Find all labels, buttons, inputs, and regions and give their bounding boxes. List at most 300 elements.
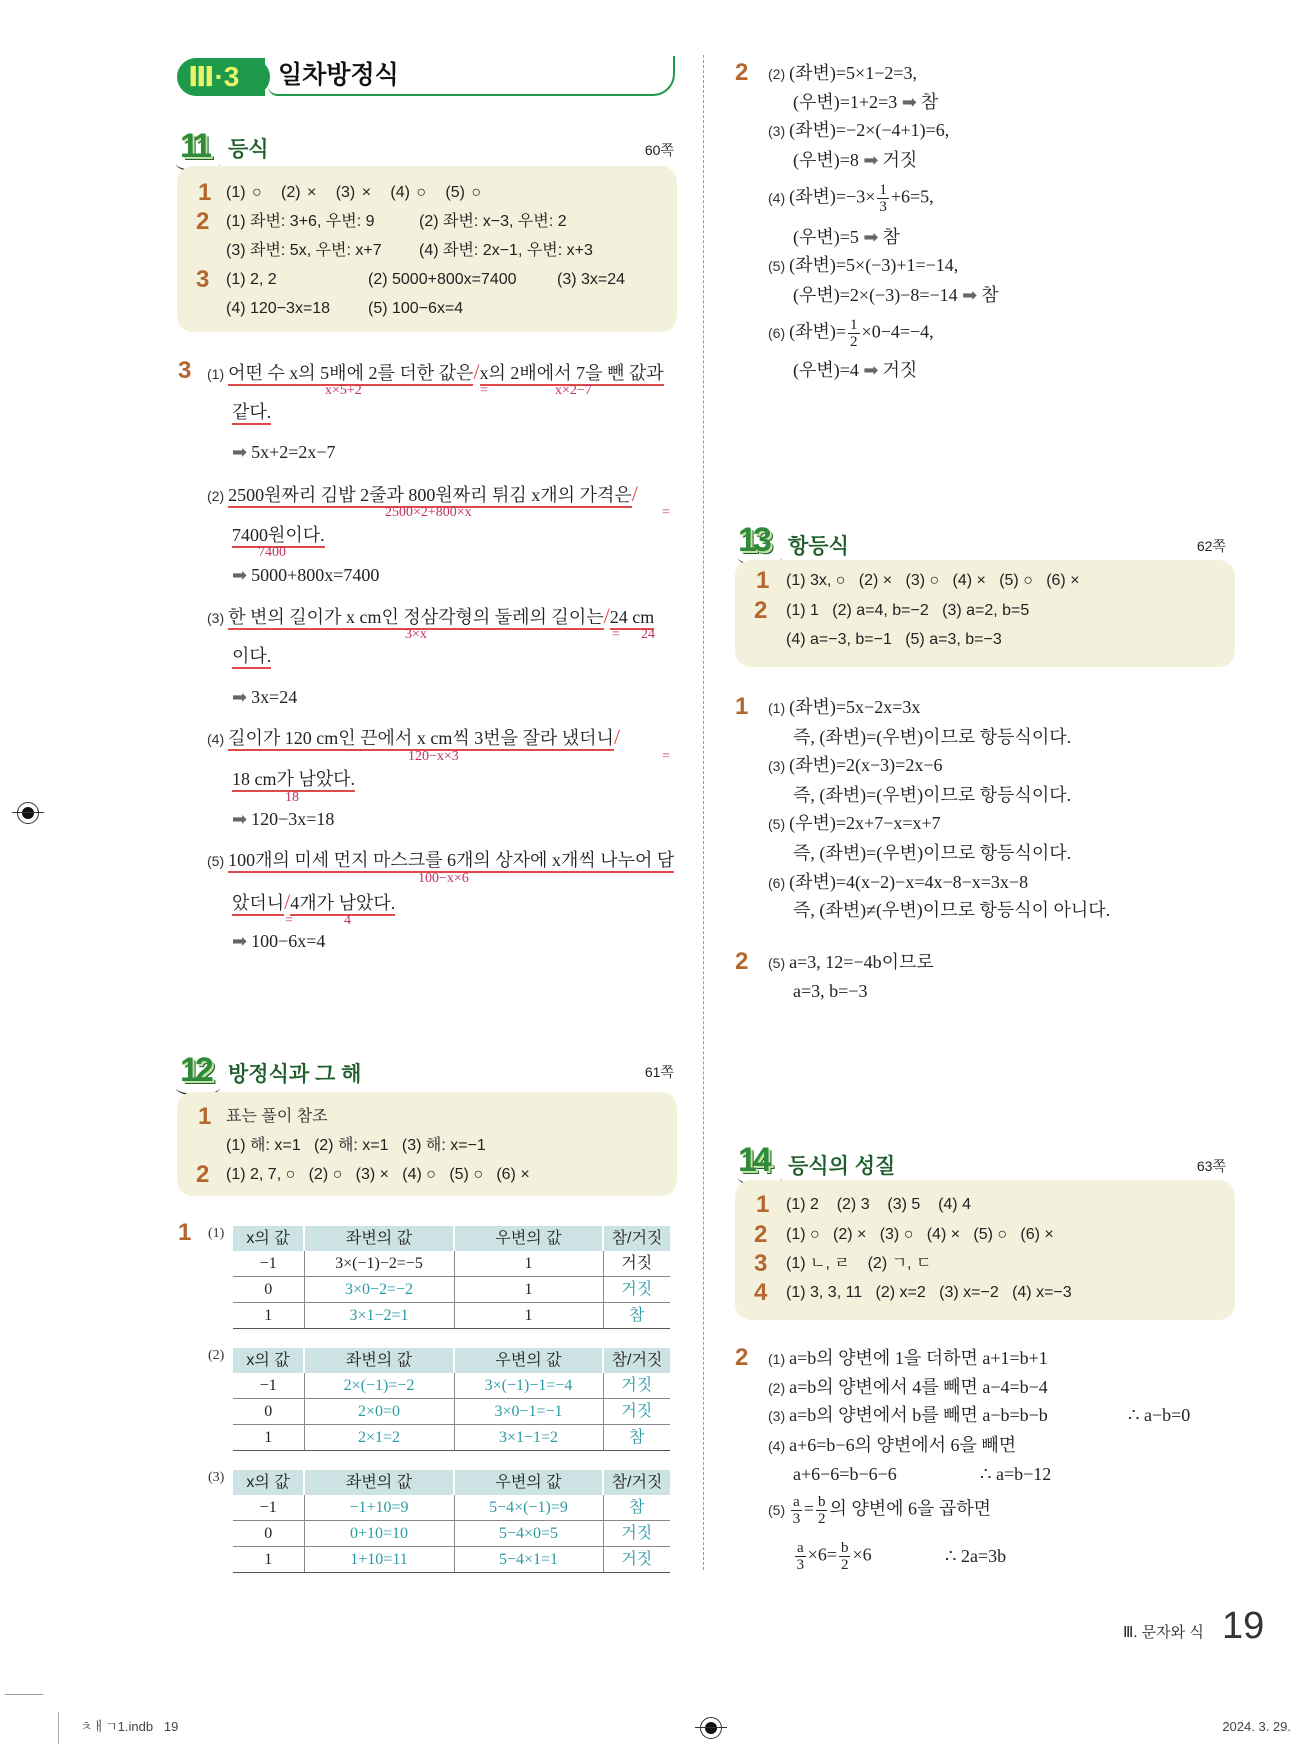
arrow-icon: ➡ xyxy=(232,809,248,830)
underlined-phrase: 한 변의 길이가 x cm인 정삼각형의 둘레의 길이는 xyxy=(228,607,603,630)
equation: (우변)=2x+7−x=x+7 xyxy=(789,813,941,833)
problem-number: 2 xyxy=(754,597,768,624)
item-label: (1) xyxy=(768,700,786,716)
cell: 거짓 xyxy=(603,1521,670,1547)
equation: (좌변)=5x−2x=3x xyxy=(789,697,921,717)
equation: 3x=24 xyxy=(251,687,298,707)
slash-mark: / xyxy=(631,481,638,506)
equation: a=b의 양변에서 b를 빼면 a−b=b−b xyxy=(789,1405,1048,1425)
answer-item: (4) × xyxy=(926,1226,961,1243)
cell: −1 xyxy=(233,1251,304,1277)
result-line xyxy=(232,441,336,464)
equation: ×6 xyxy=(852,1544,872,1565)
cell: 거짓 xyxy=(603,1399,670,1425)
underlined-phrase: 길이가 120 cm인 끈에서 x cm씩 3번을 잘라 냈더니 xyxy=(228,728,614,751)
fraction xyxy=(848,317,860,350)
numerator: a xyxy=(793,1494,800,1510)
equation: a=3, 12=−4b이므로 xyxy=(789,952,934,972)
answer-item: (1) 2, 7, ○ xyxy=(226,1166,296,1183)
cell: 3×0−1=−1 xyxy=(454,1399,603,1425)
annotation: = xyxy=(662,749,670,764)
answer-item: (2) × xyxy=(281,184,317,201)
annotation: 120−x×3 xyxy=(408,749,459,764)
cell: 거짓 xyxy=(603,1547,670,1573)
annotation: 100−x×6 xyxy=(418,871,469,886)
registration-mark-icon xyxy=(700,1717,722,1739)
numerator: 1 xyxy=(850,317,858,333)
solution-line xyxy=(232,524,325,546)
underlined-phrase: 4개가 남았다. xyxy=(290,893,395,916)
equation: 120−3x=18 xyxy=(251,809,335,829)
item-label: (1) xyxy=(207,366,225,382)
table-row xyxy=(233,1521,670,1547)
problem-number: 2 xyxy=(754,1221,768,1248)
problem-number: 2 xyxy=(735,59,749,86)
solution-line xyxy=(768,62,917,85)
solution-line xyxy=(793,91,938,114)
table-row xyxy=(233,1277,670,1303)
equation: a+6−6=b−6−6 xyxy=(793,1464,897,1484)
column-header: 참/거짓 xyxy=(603,1470,670,1495)
answer-item: (5) ○ xyxy=(445,184,482,201)
table-row xyxy=(233,1251,670,1277)
answer-item: (1) 2 xyxy=(786,1196,819,1213)
slash-mark: / xyxy=(473,359,480,384)
underlined-phrase: 2500원짜리 김밥 2줄과 800원짜리 튀김 x개의 가격은 xyxy=(228,485,632,508)
cell: −1+10=9 xyxy=(304,1495,454,1521)
answer-item: (1) 3, 3, 11 xyxy=(786,1284,863,1301)
arrow-icon: ➡ xyxy=(232,442,248,463)
answer-item: (4) x=−3 xyxy=(1012,1284,1072,1301)
table-row xyxy=(233,1547,670,1573)
answer-item: (4) 좌변: 2x−1, 우변: x+3 xyxy=(419,242,593,259)
annotation: 2500×2+800×x xyxy=(385,505,472,520)
underlined-phrase: 았더니 xyxy=(232,893,284,916)
answer-item: (3) 3x=24 xyxy=(557,271,626,288)
arrow-icon: ➡ xyxy=(863,150,879,171)
column-header: x의 값 xyxy=(233,1348,304,1373)
answer-item: (2) ㄱ, ㄷ xyxy=(867,1255,932,1272)
cell: 2×(−1)=−2 xyxy=(304,1373,454,1399)
answer-line xyxy=(786,600,1029,622)
annotation: 24 xyxy=(641,627,655,642)
answer-item: (4) a=−3, b=−1 xyxy=(786,631,892,648)
cell: 1+10=11 xyxy=(304,1547,454,1573)
answer-line xyxy=(226,182,481,204)
numerator: 1 xyxy=(879,182,887,198)
conclusion: ∴ 2a=3b xyxy=(945,1546,1007,1566)
table-row xyxy=(233,1425,670,1451)
solution-line xyxy=(232,645,271,667)
page-reference: 61쪽 xyxy=(644,1064,674,1080)
problem-number: 1 xyxy=(198,1103,212,1130)
arrow-icon: ➡ xyxy=(232,687,248,708)
answer-item: (4) ○ xyxy=(390,184,427,201)
annotation: 3×x xyxy=(405,627,427,642)
answer-item: (6) × xyxy=(496,1166,530,1183)
slash-mark: / xyxy=(613,724,621,749)
cell: 거짓 xyxy=(603,1373,670,1399)
chapter-title: 일차방정식 xyxy=(278,61,399,89)
answer-item: (2) 5000+800x=7400 xyxy=(368,271,517,288)
arrow-icon: ➡ xyxy=(863,360,879,381)
column-header: 좌변의 값 xyxy=(304,1226,454,1251)
answer-line xyxy=(786,570,1080,592)
answer-item: (5) a=3, b=−3 xyxy=(905,631,1002,648)
answer-line xyxy=(226,1164,530,1186)
answer-item: (3) ○ xyxy=(905,572,940,589)
answer-item: (3) 5 xyxy=(887,1196,921,1213)
underlined-phrase: 어떤 수 x의 5배에 2를 더한 값은 xyxy=(228,363,473,386)
item-label: (2) xyxy=(208,1348,225,1363)
underlined-phrase: 24 cm xyxy=(610,607,655,630)
cell: 3×0−2=−2 xyxy=(304,1277,454,1303)
solution-line xyxy=(793,1540,872,1573)
item-label: (6) xyxy=(768,875,786,891)
equation: (우변)=1+2=3 xyxy=(793,92,898,112)
item-label: (3) xyxy=(768,123,786,139)
column-header: 우변의 값 xyxy=(454,1226,603,1251)
solution-line xyxy=(768,951,934,974)
denominator: 3 xyxy=(879,199,887,215)
solution-line xyxy=(207,605,654,629)
footer-chapter: Ⅲ. 문자와 식 xyxy=(1123,1624,1204,1641)
cell: 0 xyxy=(233,1277,304,1303)
table-row xyxy=(233,1495,670,1521)
annotation: x×2−7 xyxy=(555,383,592,398)
chapter-badge-end xyxy=(240,58,270,96)
section-title: 방정식과 그 해 xyxy=(228,1063,362,1086)
cell: −1 xyxy=(233,1373,304,1399)
equation: 의 양변에 6을 곱하면 xyxy=(829,1498,992,1519)
answer-item: (1) 3x, ○ xyxy=(786,572,846,589)
answer-item: (1) 1 xyxy=(786,602,819,619)
solution-line xyxy=(207,849,674,872)
answer-item: (2) 3 xyxy=(836,1196,870,1213)
fraction xyxy=(877,182,889,215)
annotation: 7400 xyxy=(258,545,286,560)
equation: 5x+2=2x−7 xyxy=(251,442,336,462)
cell: 5−4×0=5 xyxy=(454,1521,603,1547)
equation: (우변)=2×(−3)−8=−14 xyxy=(793,285,958,305)
cell: 3×1−1=2 xyxy=(454,1425,603,1451)
equation: = xyxy=(803,1498,814,1519)
cell: 3×(−1)−1=−4 xyxy=(454,1373,603,1399)
solution-line xyxy=(207,361,664,385)
cell: 1 xyxy=(454,1277,603,1303)
answer-item: (2) x=2 xyxy=(875,1284,926,1301)
item-label: (5) xyxy=(768,955,786,971)
answer-line xyxy=(786,1194,971,1216)
value-table-3 xyxy=(233,1470,670,1573)
equation: (좌변)= xyxy=(789,321,847,342)
answer-item: (4) 120−3x=18 xyxy=(226,300,331,317)
annotation: 18 xyxy=(285,790,299,805)
column-header: 참/거짓 xyxy=(603,1348,670,1373)
denominator: 2 xyxy=(817,1511,826,1527)
answer-item: (1) 좌변: 3+6, 우변: 9 xyxy=(226,213,375,230)
cell: 5−4×(−1)=9 xyxy=(454,1495,603,1521)
underlined-phrase: 이다. xyxy=(232,646,271,669)
equation: a=b의 양변에 1을 더하면 a+1=b+1 xyxy=(789,1348,1048,1368)
equation: (좌변)=5×1−2=3, xyxy=(789,63,917,83)
item-label: (4) xyxy=(768,1438,786,1454)
numerator: a xyxy=(797,1540,804,1556)
cell: 3×1−2=1 xyxy=(304,1303,454,1329)
solution-line xyxy=(768,1434,1016,1457)
slash-mark: / xyxy=(284,889,291,914)
answer-item: (1) 해: x=1 xyxy=(226,1137,301,1154)
file-info: ㅊㅐㄱ1.indb 19 xyxy=(80,1719,179,1734)
problem-number: 1 xyxy=(178,1219,192,1246)
section-number: 14 xyxy=(738,1141,768,1179)
solution-line xyxy=(232,768,355,790)
result-line xyxy=(232,686,297,709)
numerator: b xyxy=(840,1540,849,1556)
annotation: = xyxy=(285,913,293,928)
equation: 5000+800x=7400 xyxy=(251,565,380,585)
problem-number: 3 xyxy=(196,266,210,293)
cell: 참 xyxy=(603,1495,670,1521)
conclusion: ∴ a=b−12 xyxy=(980,1464,1052,1484)
problem-number: 1 xyxy=(756,567,770,594)
solution-line: 즉, (좌변)=(우변)이므로 항등식이다. xyxy=(793,843,1072,863)
answer-item: (4) × xyxy=(952,572,986,589)
verdict: 참 xyxy=(882,227,900,247)
answer-item: (3) 좌변: 5x, 우변: x+7 xyxy=(226,242,382,259)
equation: (우변)=8 xyxy=(793,150,859,170)
answer-line xyxy=(226,1135,486,1157)
section-title: 항등식 xyxy=(788,535,849,558)
arrow-icon: ➡ xyxy=(901,92,917,113)
item-label: (3) xyxy=(207,610,225,626)
answer-item: (2) ○ xyxy=(308,1166,343,1183)
table-row xyxy=(233,1303,670,1329)
cell: 0 xyxy=(233,1399,304,1425)
crop-mark xyxy=(58,1712,59,1744)
column-header: x의 값 xyxy=(233,1226,304,1251)
solution-line xyxy=(768,119,949,142)
underlined-phrase: 100개의 미세 먼지 마스크를 6개의 상자에 x개씩 나누어 담 xyxy=(228,850,674,873)
registration-mark-icon xyxy=(17,802,39,824)
cell: 3×(−1)−2=−5 xyxy=(304,1251,454,1277)
cell: 0 xyxy=(233,1521,304,1547)
cell: 참 xyxy=(603,1303,670,1329)
cell: 0+10=10 xyxy=(304,1521,454,1547)
answer-line xyxy=(786,629,1002,651)
problem-number: 3 xyxy=(178,357,192,384)
solution-line xyxy=(207,726,620,750)
answer-item: (5) ○ xyxy=(973,1226,1008,1243)
equation: (우변)=5 xyxy=(793,227,859,247)
equation: (좌변)=5×(−3)+1=−14, xyxy=(789,255,959,275)
denominator: 2 xyxy=(840,1557,849,1573)
solution-line: a=3, b=−3 xyxy=(793,981,868,1001)
answer-item: (4) 4 xyxy=(938,1196,971,1213)
result-line xyxy=(232,564,379,587)
table-row xyxy=(233,1399,670,1425)
cell: 거짓 xyxy=(603,1251,670,1277)
solution-line xyxy=(207,483,638,507)
item-label: (5) xyxy=(768,816,786,832)
page-reference: 60쪽 xyxy=(644,142,674,158)
fraction xyxy=(791,1494,802,1527)
item-label: (3) xyxy=(208,1470,225,1485)
equation: (좌변)=−3× xyxy=(789,186,876,207)
answer-item: (1) ○ xyxy=(786,1226,820,1243)
fraction xyxy=(816,1494,828,1527)
solution-line xyxy=(768,1376,1048,1399)
item-label: (4) xyxy=(768,189,786,206)
cell: 1 xyxy=(454,1251,603,1277)
solution-line xyxy=(793,149,917,172)
value-table-1 xyxy=(233,1226,670,1329)
underlined-phrase: 18 cm가 남았다. xyxy=(232,769,355,792)
answer-item: (5) ○ xyxy=(999,572,1033,589)
equation: ×6= xyxy=(807,1544,837,1565)
answer-item: (3) a=2, b=5 xyxy=(942,602,1030,619)
equation: (좌변)=2(x−3)=2x−6 xyxy=(789,755,943,775)
answer-item: (1) ○ xyxy=(226,184,262,201)
section-title: 등식 xyxy=(228,138,269,161)
solution-line xyxy=(232,401,271,423)
cell: 2×1=2 xyxy=(304,1425,454,1451)
underlined-phrase: 같다. xyxy=(232,402,271,425)
annotation: = xyxy=(662,505,670,520)
page-reference: 63쪽 xyxy=(1196,1158,1226,1174)
solution-line xyxy=(768,1494,991,1527)
denominator: 3 xyxy=(796,1557,805,1573)
solution-line xyxy=(768,812,941,835)
answer-item: (3) × xyxy=(355,1166,389,1183)
denominator: 2 xyxy=(850,334,858,350)
cell: 5−4×1=1 xyxy=(454,1547,603,1573)
value-table-2 xyxy=(233,1348,670,1451)
print-date: 2024. 3. 29. xyxy=(1222,1719,1291,1734)
solution-line: 즉, (좌변)=(우변)이므로 항등식이다. xyxy=(793,727,1072,747)
answer-item: (1) 2, 2 xyxy=(226,271,277,288)
solution-line xyxy=(793,359,917,382)
page-reference: 62쪽 xyxy=(1196,538,1226,554)
column-header: 좌변의 값 xyxy=(304,1470,454,1495)
solution-line: 즉, (좌변)=(우변)이므로 항등식이다. xyxy=(793,785,1072,805)
problem-number: 2 xyxy=(735,1344,749,1371)
problem-number: 3 xyxy=(754,1250,768,1277)
equation: +6=5, xyxy=(890,186,934,207)
problem-number: 2 xyxy=(196,208,210,235)
answer-item: (6) × xyxy=(1020,1226,1054,1243)
result-line xyxy=(232,930,325,953)
fraction xyxy=(839,1540,851,1573)
item-label: (5) xyxy=(768,258,786,274)
answer-line xyxy=(786,1282,1072,1304)
underlined-phrase: x의 2배에서 7을 뺀 값과 xyxy=(480,363,664,386)
answer-item: (4) ○ xyxy=(402,1166,436,1183)
equation: ×0−4=−4, xyxy=(861,321,934,342)
column-header: 우변의 값 xyxy=(454,1470,603,1495)
cell: 참 xyxy=(603,1425,670,1451)
answer-item: (5) 100−6x=4 xyxy=(368,300,464,317)
underlined-phrase: 7400원이다. xyxy=(232,525,325,548)
column-divider xyxy=(703,55,704,1570)
verdict: 참 xyxy=(981,285,999,305)
item-label: (5) xyxy=(207,853,225,869)
equation: 100−6x=4 xyxy=(251,931,326,951)
column-header: x의 값 xyxy=(233,1470,304,1495)
numerator: b xyxy=(817,1494,826,1510)
crop-mark xyxy=(5,1694,43,1695)
problem-number: 1 xyxy=(735,693,749,720)
solution-line xyxy=(793,284,999,307)
answer-item: (1) ㄴ, ㄹ xyxy=(786,1255,850,1272)
verdict: 거짓 xyxy=(882,360,918,380)
solution-line xyxy=(232,891,395,914)
cell: 1 xyxy=(233,1425,304,1451)
solution-line xyxy=(768,182,934,215)
item-label: (2) xyxy=(768,1380,786,1396)
problem-number: 4 xyxy=(754,1279,768,1306)
page-number: 19 xyxy=(1222,1605,1265,1647)
item-label: (6) xyxy=(768,324,786,341)
verdict: 참 xyxy=(920,92,939,112)
equation: (좌변)=−2×(−4+1)=6, xyxy=(789,120,950,140)
answer-item: (5) ○ xyxy=(449,1166,483,1183)
answer-item: (3) × xyxy=(335,184,372,201)
answer-item: (3) ○ xyxy=(879,1226,914,1243)
solution-line xyxy=(768,254,958,277)
cell: 1 xyxy=(233,1303,304,1329)
answer-item: 표는 풀이 참조 xyxy=(226,1108,328,1125)
solution-line xyxy=(768,871,1028,894)
equation: a+6=b−6의 양변에서 6을 빼면 xyxy=(789,1435,1017,1455)
conclusion: ∴ a−b=0 xyxy=(1128,1405,1191,1425)
fraction xyxy=(795,1540,806,1573)
cell: 2×0=0 xyxy=(304,1399,454,1425)
arrow-icon: ➡ xyxy=(232,931,248,952)
solution-line xyxy=(793,226,900,249)
solution-line xyxy=(768,696,920,719)
solution-line: 즉, (좌변)≠(우변)이므로 항등식이 아니다. xyxy=(793,900,1111,920)
solution-line xyxy=(768,1404,1048,1427)
cell: −1 xyxy=(233,1495,304,1521)
annotation: x×5+2 xyxy=(325,383,362,398)
chapter-number: Ⅲ·3 xyxy=(188,61,240,92)
answer-item: (2) a=4, b=−2 xyxy=(832,602,929,619)
section-title: 등식의 성질 xyxy=(788,1155,896,1178)
cell: 1 xyxy=(454,1303,603,1329)
column-header: 참/거짓 xyxy=(603,1226,670,1251)
answer-line xyxy=(786,1253,931,1275)
item-label: (2) xyxy=(207,488,225,504)
equation: a=b의 양변에서 4를 빼면 a−4=b−4 xyxy=(789,1377,1048,1397)
answer-item: (3) x=−2 xyxy=(939,1284,999,1301)
solution-line xyxy=(768,1347,1048,1370)
answer-item: (2) × xyxy=(833,1226,867,1243)
verdict: 거짓 xyxy=(882,150,918,170)
cell: 1 xyxy=(233,1547,304,1573)
denominator: 3 xyxy=(792,1511,801,1527)
item-label: (3) xyxy=(768,1408,786,1424)
answer-item: (2) 좌변: x−3, 우변: 2 xyxy=(419,213,567,230)
problem-number: 2 xyxy=(735,948,749,975)
item-label: (1) xyxy=(208,1226,225,1241)
item-label: (5) xyxy=(768,1501,786,1518)
annotation: 4 xyxy=(344,913,351,928)
column-header: 좌변의 값 xyxy=(304,1348,454,1373)
equation: (우변)=4 xyxy=(793,360,859,380)
annotation: = xyxy=(480,383,488,398)
item-label: (4) xyxy=(207,731,225,747)
